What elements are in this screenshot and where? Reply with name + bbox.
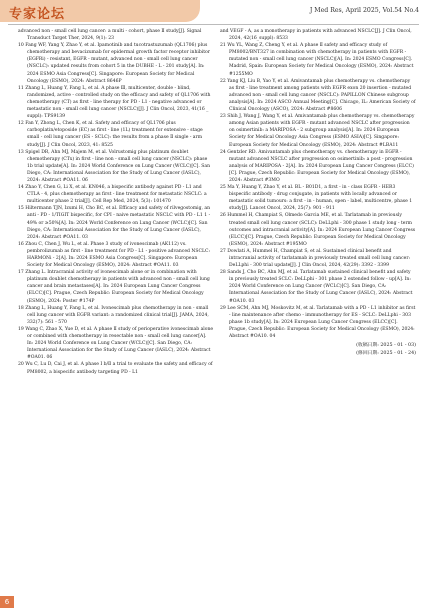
reference-item: 28 Sands J, Cho BC, Ahn MJ, et al. Tarlatamab sustained clinical benefit and safety in previously treated SCLC: DeLLphi - 301 phase 2 extended follow - up[A]. In: 2024 World Conference on Lung Cancer (WCLC)[C]. San Diego, CA: International Association for the Study of Lung Cancer (IASLC), 2024: Abstract #OA10. 03	[220, 270, 413, 304]
manuscript-dates	[220, 342, 416, 358]
references-left-column	[18, 28, 214, 376]
reference-item: and VEGF - A, as a monotherapy in patients with advanced NSCLC[J]. J Clin Oncol, 2024, 42(16_suppl): 8533	[220, 29, 412, 42]
reference-item: 27 Dowlati A, Hummel H, Champiat S, et al. Sustained clinical benefit and intracranial activity of tarlatamab in previously treated small cell lung cancer: DeLLphi - 300 trial update[J]. J Clin Oncol, 2024, 42(29): 3392 - 3399	[220, 248, 411, 269]
journal-citation: J Med Res, April 2025, Vol.54 No.4	[309, 7, 419, 14]
reference-item: 12 Fan Y, Zhong L, Chen K, et al. Safety and efficacy of QL1706 plus carboplatin/etoposide (EC) as first - line (1L) treatment for extensive - stage small - cell lung cancer (ES - SCLC): the results from a phase Ⅱ single - arm study[J]. J Clin Oncol, 2023, 41: 8525	[18, 121, 203, 148]
reference-item: 14 Zhao Y, Chen G, Li X, et al. KN046, a bispecific antibody against PD - L1 and CTLA - 4, plus chemotherapy as first - line treatment for metastatic NSCLC: a multicenter phase 2 trial[J]. Cell Rep Med, 2024, 5(3): 101470	[18, 185, 207, 205]
reference-item: 10 Fang WF, Yang Y, Zhao Y, et al. Ipamotinib and tucotrastuzumab (QL1706) plus chemotherapy and bevacizumab for epidermal growth factor receptor inhibitor (EGFRi) - resistant, EGFR - mutant, advanced non - small cell lung cancer (NSCLC): updated results from cohort 5 in the DUBHE - L - 201 study[A]. In: 2024 ESMO Asia Congress[C]. Singapore: European Society for Medical Oncology (ESMO), 2024: Abstract 8646P	[18, 43, 210, 84]
references-right-column	[220, 28, 416, 358]
reference-item: 17 Zhang L. Intracranial activity of ivonescimab alone or in combination with platinum doublet chemotherapy in patients with advanced non - small cell lung cancer and brain metastases[A]. In: 2024 European Lung Cancer Congress (ELCC)[C]. Prague, Czech Republic: European Society for Medical Oncology (ESMO), 2024: Poster #174P	[18, 270, 210, 304]
reference-item: 23 Shih J, Wang J, Wang Y, et al. Amivantamab plus chemotherapy vs. chemotherapy among Asian patients with EGFR - mutant advanced NSCLC after progression on osimertinib: a MARIPOSA - 2 subgroup analysis[A]. In: 2024 European Society for Medical Oncology Asia Congress (ESMO ASIA)[C]. Singapore: European Society for Medical Oncology (ESMO), 2024: Abstract #LBA11	[220, 114, 415, 148]
reference-item: 19 Wang C, Zhao X, Yue D, et al. A phase Ⅱ study of perioperative ivonescimab alone or combined with chemotherapy in resectable non - small cell lung cancer[A]. In: 2024 World Conference on Lung Cancer (WCLC)[C]. San Diego, CA: International Association for the Study of Lung Cancer (IASLC), 2024: Abstract #OA01. 06	[18, 326, 214, 361]
header-divider	[8, 24, 419, 25]
reference-item: 16 Zhou C, Chen J, Wu L, et al. Phase 3 study of ivonescimab (AK112) vs. pembrolizumab as first - line treatment for PD - L1 - positive advanced NSCLC: HARMONi - 2[A]. In: 2024 ESMO Asia Congress[C]. Singapore: European Society for Medical Oncology (ESMO), 2024: Abstract #OA11. 03	[18, 241, 210, 269]
reference-item: 22 Yang KJ, Liu B, Yao Y, et al. Amivantamab plus chemotherapy vs. chemotherapy as first - line treatment among patients with EGFR exon 20 insertion - mutated advanced non - small cell lung cancer (NSCLC): PAPILLON Chinese subgroup analysis[A]. In: 2024 ASCO Annual Meeting[C]. Chicago, IL: American Society of Clinical Oncology (ASCO), 2024: Abstract #8606	[220, 78, 416, 113]
reference-item: 26 Hummel H, Champiat S, Olmedo Garcia ME, et al. Tarlatamab in previously treated small cell lung cancer (SCLC): DeLLphi - 300 phase 1 study long - term outcomes and intracranial activity[A]. In: 2024 European Lung Cancer Congress (ELCC)[C]. Prague, Czech Republic: European Society for Medical Oncology (ESMO), 2024: Abstract #195MO	[220, 213, 416, 247]
reference-item: 21 Wu YL, Wang Z, Cheng Y, et al. A phase Ⅱ safety and efficacy study of PM8002/BNT327 in combination with chemotherapy in patients with EGFR - mutated non - small cell lung cancer (NSCLC)[A]. In: 2024 ESMO Congress[C]. Madrid, Spain: European Society for Medical Oncology (ESMO), 2024: Abstract #1255MO	[220, 43, 414, 77]
page-header	[0, 0, 427, 24]
reference-item: 25 Ma Y, Huang Y, Zhao Y, et al. BL - B01D1, a first - in - class EGFR - HER3 bispecific antibody - drug conjugate, in patients with locally advanced or metastatic solid tumours: a first - in - human, open - label, multicentre, phase 1 study[J]. Lancet Oncol, 2024, 25(7): 901 - 911	[220, 185, 413, 212]
reference-item: 20 Wu C, Lu D, Cai J, et al. A phase Ⅰ b/Ⅱ a trial to evaluate the safety and efficacy of PM8002, a bispecific antibody targeting PD - L1	[18, 362, 213, 375]
page-number-badge	[0, 596, 14, 608]
revised-date: (修回日期: 2025 - 01 - 24)	[356, 351, 416, 357]
reference-item: advanced non - small cell lung cancer: a multi - cohort, phase Ⅱ study[J]. Signal Transduct Target Ther, 2024, 9(1): 23	[18, 29, 202, 42]
reference-item: 15 Hiltermann TJN, Izumi H, Cho BC, et al. Efficacy and safety of rilvegostomig, an anti - PD - 1/TIGIT bispecific, for CPI - naive metastatic NSCLC with PD - L1 1 - 49% or ≥50%[A]. In: 2024 World Conference on Lung Cancer (WCLC)[C]. San Diego, CA: International Association for the Study of Lung Cancer (IASLC), 2024: Abstract #OA11. 03	[18, 206, 211, 240]
reference-item: 18 Zhang L, Huang Y, Fang L, et al. Ivonescimab plus chemotherapy in non - small cell lung cancer with EGFR variant: a randomized clinical trial[J]. JAMA, 2024, 332(7): 561 - 570	[18, 305, 209, 325]
reference-item: 13 Spigel DR, Ahn MJ, Majem M, et al. Volrustomig plus platinum doublet chemotherapy (CTx) in first - line non - small cell lung cancer (NSCLC): phase 1b trial update[A]. In: 2024 World Conference on Lung Cancer (WCLC)[C]. San Diego, CA: International Association for the Study of Lung Cancer (IASLC), 2024: Abstract #OA11. 06	[18, 149, 211, 183]
reference-item: 24 Gentzler RD. Amivantamab plus chemotherapy vs. chemotherapy in EGFR - mutant advanced NSCLC after progression on osimertinib: a post - progression analysis of MARIPOSA - 2[A]. In: 2024 European Lung Cancer Congress (ELCC)[C]. Prague, Czech Republic: European Society for Medical Oncology (ESMO), 2024: Abstract #3MO	[220, 149, 414, 183]
reference-item: 11 Zhang L, Huang Y, Fang L, et al. A phase Ⅲ, multicenter, double - blind, randomized, active - controlled study on the efficacy and safety of QL1706 with chemotherapy (CT) as first - line therapy for PD - L1 - negative advanced or metastatic non - small cell lung cancer (NSCLC)[J]. J Clin Oncol, 2023, 41(16 _ suppl): TPS9139	[18, 85, 211, 120]
section-title: 专家论坛	[9, 7, 66, 22]
page-number: 6	[4, 598, 10, 606]
received-date: (收稿日期: 2025 - 01 - 03)	[356, 343, 416, 349]
reference-item: 29 Lee SCM, Ahn MJ, Moskovitz M, et al. Tarlatamab with a PD - L1 inhibitor as first - line maintenance after chemo - immunotherapy for ES - SCLC: DeLLphi - 303 phase 1b study[A]. In: 2024 European Lung Cancer Congress (ELCC)[C]. Prague, Czech Republic: European Society for Medical Oncology (ESMO), 2024: Abstract #OA10. 04	[220, 305, 416, 340]
